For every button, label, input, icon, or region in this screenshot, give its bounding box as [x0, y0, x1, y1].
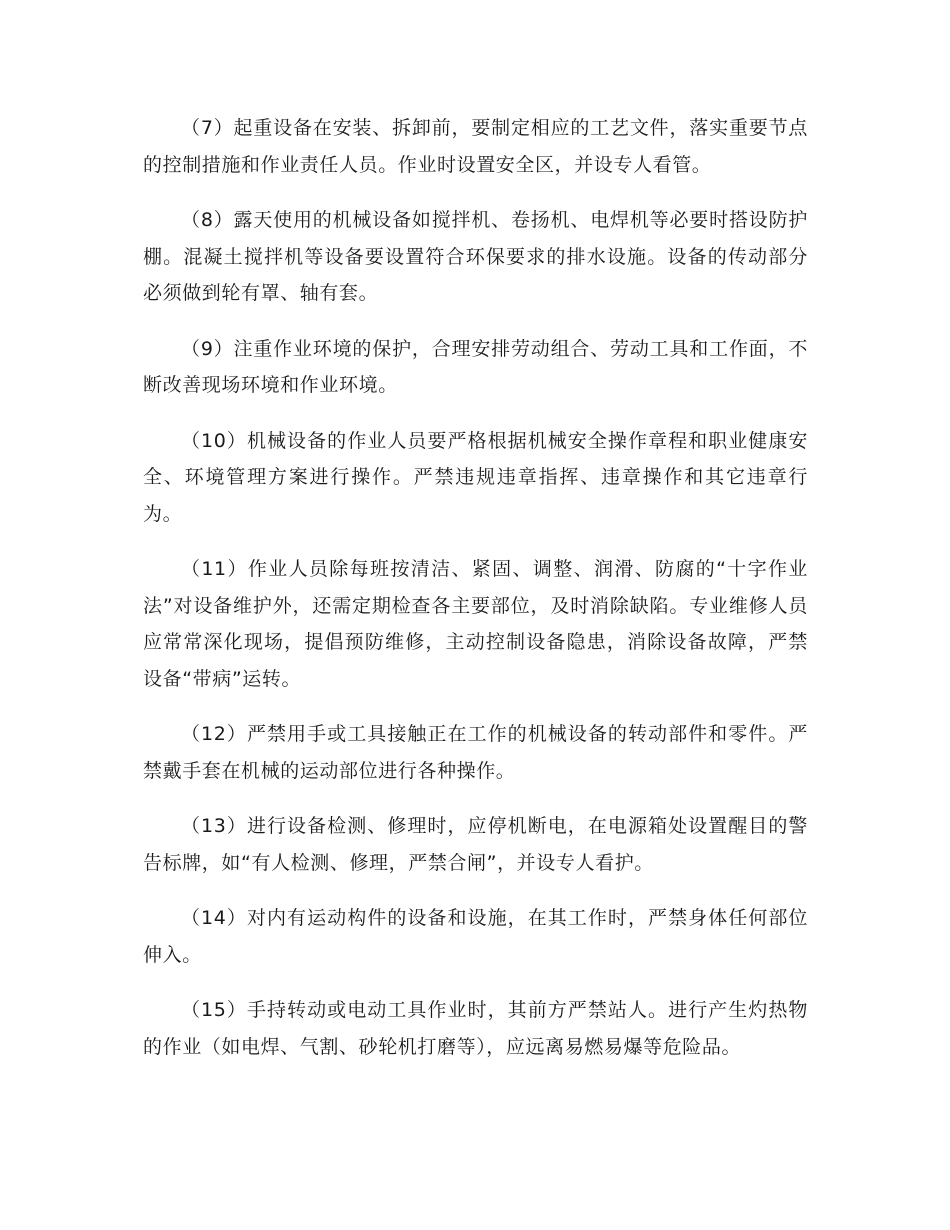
paragraph-7: （7）起重设备在安装、拆卸前，要制定相应的工艺文件，落实重要节点的控制措施和作业责任人员。作业时设置安全区，并设专人看管。 [143, 117, 808, 176]
paragraph-10: （10）机械设备的作业人员要严格根据机械安全操作章程和职业健康安全、环境管理方案进行操作。严禁违规违章指挥、违章操作和其它违章行为。 [143, 429, 808, 525]
paragraph-15: （15）手持转动或电动工具作业时，其前方严禁站人。进行产生灼热物的作业（如电焊、气割、砂轮机打磨等），应远离易燃易爆等危险品。 [143, 999, 808, 1058]
paragraph-14: （14）对内有运动构件的设备和设施，在其工作时，严禁身体任何部位伸入。 [143, 907, 808, 966]
paragraph-8: （8）露天使用的机械设备如搅拌机、卷扬机、电焊机等必要时搭设防护棚。混凝土搅拌机等设备要设置符合环保要求的排水设施。设备的传动部分必须做到轮有罩、轴有套。 [143, 209, 808, 304]
document-page [143, 110, 808, 1084]
paragraph-12: （12）严禁用手或工具接触正在工作的机械设备的转动部件和零件。严禁戴手套在机械的运动部位进行各种操作。 [143, 723, 808, 782]
paragraph-13: （13）进行设备检测、修理时，应停机断电，在电源箱处设置醒目的警告标牌，如“有人检测、修理，严禁合闸”，并设专人看护。 [143, 815, 808, 874]
paragraph-11: （11）作业人员除每班按清洁、紧固、调整、润滑、防腐的“十字作业法”对设备维护外，还需定期检查各主要部位，及时消除缺陷。专业维修人员应常常深化现场，提倡预防维修，主动控制设备隐患，消除设备故障，严禁设备“带病”运转。 [143, 558, 808, 690]
paragraph-9: （9）注重作业环境的保护，合理安排劳动组合、劳动工具和工作面，不断改善现场环境和作业环境。 [143, 337, 808, 396]
